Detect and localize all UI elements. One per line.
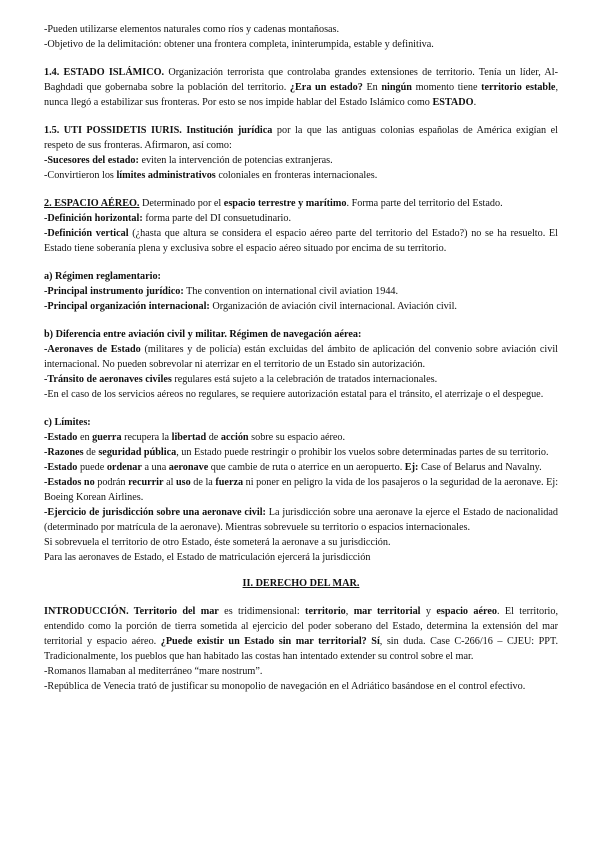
limite-sobrevuela: Si sobrevuela el territorio de otro Estado, éste someterá la aeronave a su jurisdicción. bbox=[44, 537, 391, 548]
transito-aeronaves: -Tránsito de aeronaves civiles regulares está sujeto a la celebración de tratados internacionales. bbox=[44, 374, 438, 385]
limite-ordenar: -Estado puede ordenar a una aeronave que cambie de ruta o aterrice en un aeropuerto. Ej: Case of Belarus and Navalny. bbox=[44, 462, 542, 473]
regimen-instrumento: -Principal instrumento jurídico: The convention on international civil aviation 1944. bbox=[44, 286, 399, 297]
limite-guerra: -Estado en guerra recupera la libertad de acción sobre su espacio aéreo. bbox=[44, 432, 346, 443]
espacio-aereo-heading: 2. ESPACIO AÉREO. bbox=[44, 198, 140, 209]
definicion-horizontal: -Definición horizontal: forma parte del DI consuetudinario. bbox=[44, 213, 291, 224]
uti-possidetis-paragraph: 1.5. UTI POSSIDETIS IURIS. Institución jurídica por la que las antiguas colonias españolas de América exigían el respeto de sus fronteras. Afirmaron, así como: bbox=[44, 125, 558, 151]
regimen-organizacion: -Principal organización internacional: Organización de aviación civil internacional. Aviación civil. bbox=[44, 301, 457, 312]
aeronaves-estado: -Aeronaves de Estado (militares y de policía) están excluidas del ámbito de aplicación del convenio sobre aviación civil internacional. No pueden sobrevolar ni aterrizar en el territorio de un Estado sin autorización. bbox=[44, 344, 558, 370]
espacio-aereo-paragraph: 2. ESPACIO AÉREO. Determinado por el espacio terrestre y marítimo. Forma parte del territorio del Estado. bbox=[44, 198, 503, 209]
uti-possidetis-heading: 1.5. UTI POSSIDETIS IURIS. Institución jurídica bbox=[44, 125, 273, 136]
estado-islamico-heading: 1.4. ESTADO ISLÁMICO. bbox=[44, 67, 165, 78]
mar-venecia: -República de Venecia trató de justificar su monopolio de navegación en el Adriático basándose en el control efectivo. bbox=[44, 681, 526, 692]
limite-jurisdiccion: -Ejercicio de jurisdicción sobre una aeronave civil: La jurisdicción sobre una aeronave la ejerce el Estado de nacionalidad (determinado por matrícula de la aeronave). Mientras sobrevuele su territorio o espacios internacionales. bbox=[44, 507, 559, 533]
uti-bullet-limites: -Convirtieron los límites administrativos coloniales en fronteras internacionales. bbox=[44, 170, 378, 181]
definicion-vertical: -Definición vertical (¿hasta que altura se considera el espacio aéreo parte del territorio del Estado?) no se ha resuelto. El Estado tiene soberanía plena y exclusiva sobre el espacio aéreo situado por encima de su territorio. bbox=[44, 228, 558, 254]
document-page bbox=[44, 22, 558, 694]
limite-seguridad: -Razones de seguridad pública, un Estado puede restringir o prohibir los vuelos sobre determinadas partes de su territorio. bbox=[44, 447, 549, 458]
delimitation-line-2: -Objetivo de la delimitación: obtener una frontera completa, ininterumpida, estable y definitiva. bbox=[44, 39, 434, 50]
limites-heading: c) Límites: bbox=[44, 417, 91, 428]
estado-islamico-paragraph: 1.4. ESTADO ISLÁMICO. Organización terrorista que controlaba grandes extensiones de territorio. Tenía un líder, Al-Baghdadi que gobernaba sobre la población del territorio. ¿Era un estado? En ningún momento tiene territorio estable, nunca llegó a estabilizar sus fronteras. Por esto se nos impide hablar del Estado Islámico como ESTADO. bbox=[44, 67, 558, 108]
diferencia-heading: b) Diferencia entre aviación civil y militar. Régimen de navegación aérea: bbox=[44, 329, 362, 340]
regimen-heading: a) Régimen reglamentario: bbox=[44, 271, 161, 282]
limite-aeronaves-estado: Para las aeronaves de Estado, el Estado de matriculación ejercerá la jurisdicción bbox=[44, 552, 371, 563]
section-title-derecho-del-mar: II. DERECHO DEL MAR. bbox=[242, 578, 360, 589]
uti-bullet-sucesores: -Sucesores del estado: eviten la intervención de potencias extranjeras. bbox=[44, 155, 333, 166]
limite-fuerza: -Estados no podrán recurrir al uso de la fuerza ni poner en peligro la vida de los pasajeros o la seguridad de la aeronave. Ej: Boeing Korean Airlines. bbox=[44, 477, 559, 503]
mar-romanos: -Romanos llamaban al mediterráneo “mare nostrum”. bbox=[44, 666, 263, 677]
delimitation-line-1: -Pueden utilizarse elementos naturales como ríos y cadenas montañosas. bbox=[44, 24, 340, 35]
mar-introduccion: INTRODUCCIÓN. Territorio del mar es tridimensional: territorio, mar territorial y espacio aéreo. El territorio, entendido como la porción de tierra sometida al ejercicio del poder soberano del Estado, determina la extensión del mar territorial y espacio aéreo. ¿Puede existir un Estado sin mar territorial? Sí, sin duda. Case C-266/16 – CJEU: PPT. Tradicionalmente, los pueblos que han habitado las costas han intentado extender su control sobre el mar. bbox=[44, 606, 559, 662]
servicios-no-regulares: -En el caso de los servicios aéreos no regulares, se requiere autorización estatal para el tránsito, el aterrizaje o el despegue. bbox=[44, 389, 544, 400]
